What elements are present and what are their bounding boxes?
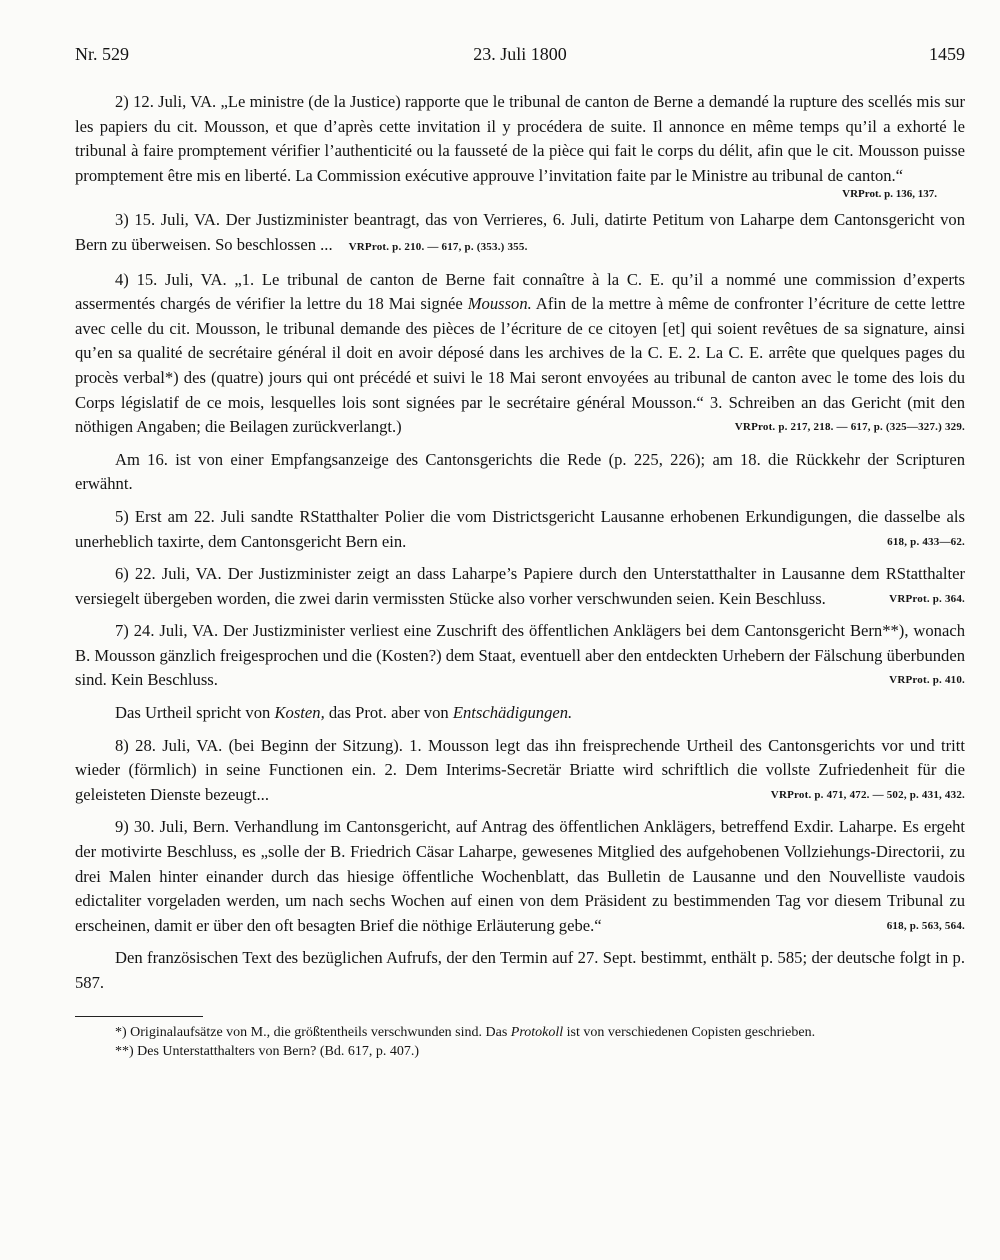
footnote-divider — [75, 1016, 203, 1017]
note-urtheil-italic-b: Entschädigungen. — [452, 703, 573, 723]
footnote-1-text-b: ist von verschiedenen Copisten geschrieben. — [563, 1024, 816, 1040]
header-date: 23. Juli 1800 — [473, 44, 567, 64]
entry-9-text: 9) 30. Juli, Bern. Verhandlung im Cantonsgericht, auf Antrag des öffentlichen Anklägers, betreffend Exdir. Laharpe. Es ergeht der motivirte Beschluss, es „solle der B. Friedrich Cäsar Laharpe, gewesenes Mitglied des aufgehobenen Vollziehungs-Directorii, zu drei Malen hinter einander durch das hiesige öffentliche Wochenblatt, das Bulletin de Lausanne und den Nouvelliste vaudois edictaliter vorgeladen werden, um nach sechs Wochen auf einen von dem Präsident zu bestimmenden Tag vor diesem Tribunal zu erscheinen, damit er über den oft besagten Brief die nöthige Erläuterung gebe.“ — [75, 817, 965, 935]
entry-5-text: 5) Erst am 22. Juli sandte RStatthalter Polier die vom Districtsgericht Lausanne erhobenen Erkundigungen, die dasselbe als unerheblich taxirte, dem Cantonsgericht Bern ein. — [75, 506, 965, 551]
entry-4 — [75, 268, 965, 440]
entry-6-reference: VRProt. p. 364. — [889, 592, 965, 605]
page-number: 1459 — [929, 44, 965, 64]
entry-5 — [75, 505, 965, 554]
note-am-16: Am 16. ist von einer Empfangsanzeige des Cantonsgerichts die Rede (p. 225, 226); am 18. die Rückkehr der Scripturen erwähnt. — [75, 449, 965, 494]
entry-6 — [75, 562, 965, 611]
document-number: Nr. 529 — [75, 44, 129, 64]
entry-3-reference: VRProt. p. 210. — 617, p. (353.) 355. — [348, 240, 528, 253]
page — [75, 44, 965, 1061]
document-body — [75, 90, 965, 1061]
entry-5-reference: 618, p. 433—62. — [887, 535, 965, 548]
entry-4-italic: Mousson. — [467, 294, 532, 314]
note-urtheil-text-a: Das Urtheil spricht von — [115, 703, 275, 723]
footnote-2: **) Des Unterstatthalters von Bern? (Bd. 617, p. 407.) — [115, 1043, 420, 1059]
entry-2-reference: VRProt. p. 136, 137. — [842, 188, 937, 201]
entry-4-text-a: 4) 15. Juli, VA. „1. Le tribunal de canton de Berne fait connaître à la C. E. qu’il a nommé une commission d’experts assermentés chargés de vérifier la lettre du 18 Mai signée — [75, 269, 965, 314]
closing-note: Den französischen Text des bezüglichen Aufrufs, der den Termin auf 27. Sept. bestimmt, enthält p. 585; der deutsche folgt in p. 587. — [75, 948, 965, 992]
note-urtheil — [75, 701, 965, 726]
entry-9 — [75, 815, 965, 938]
footnote-1 — [75, 1023, 965, 1042]
entry-7-reference: VRProt. p. 410. — [889, 674, 965, 687]
footnote-1-italic: Protokoll — [510, 1024, 564, 1040]
entry-4-text-b: Afin de la mettre à même de confronter l’écriture de cette lettre avec celle du cit. Mousson, le tribunal demande des pièces de l’écriture de ce citoyen [et] qui soient revêtues de sa signature, ainsi qu’en sa qualité de secrétaire général il doit en avoir déposé dans les archives de la C. E. 2. La C. E. arrête que quelques pages du procès verbal*) des (quatre) jours qui ont précédé et suivi le 18 Mai seront envoyées au tribunal de canton avec le tome des lois du Corps législatif de ce mois, lesquelles lois sont signées par le secrétaire général Mousson.“ 3. Schreiben an das Gericht (mit den nöthigen Angaben; die Beilagen zurückverlangt.) — [75, 294, 965, 437]
entry-3-text: 3) 15. Juli, VA. Der Justizminister beantragt, das von Verrieres, 6. Juli, datirte Petitum von Laharpe dem Cantonsgericht von Bern zu überweisen. So beschlossen ... — [75, 210, 965, 254]
entry-9-reference: 618, p. 563, 564. — [886, 919, 965, 932]
entry-6-text: 6) 22. Juli, VA. Der Justizminister zeigt an dass Laharpe’s Papiere durch den Unterstatthalter in Lausanne dem RStatthalter versiegelt übergeben worden, die zwei darin vermissten Stücke also vorher verschwunden seien. Kein Beschluss. — [75, 564, 965, 608]
running-header — [75, 44, 965, 74]
entry-8-text: 8) 28. Juli, VA. (bei Beginn der Sitzung). 1. Mousson legt das ihn freisprechende Urtheil des Cantonsgerichts vor und tritt wieder (förmlich) in seine Functionen ein. 2. Dem Interims-Secretär Briatte wird schriftlich die vollste Zufriedenheit für die geleisteten Dienste bezeugt... — [75, 735, 965, 804]
note-urtheil-italic-a: Kosten, — [274, 703, 325, 723]
entry-7 — [75, 619, 965, 693]
entry-4-reference: VRProt. p. 217, 218. — 617, p. (325—327.) 329. — [734, 421, 965, 434]
entry-3 — [75, 208, 965, 259]
entry-2: 2) 12. Juli, VA. „Le ministre (de la Justice) rapporte que le tribunal de canton de Berne a demandé la rupture des scellés mis sur les papiers du cit. Mousson, et que d’après cette invitation il y procédera de suite. Il annonce en même temps qu’il a exhorté le tribunal à faire promptement vérifier l’authenticité ou la fausseté de la pièce qui fait le corps du délit, afin que le cit. Mousson puisse promptement être mis en liberté. La Commission exécutive approuve l’invitation faite par le Ministre au tribunal de canton.“ — [75, 92, 965, 185]
entry-8-reference: VRProt. p. 471, 472. — 502, p. 431, 432. — [770, 788, 965, 801]
note-urtheil-text-b: das Prot. aber von — [324, 703, 453, 723]
entry-8 — [75, 734, 965, 808]
footnote-1-text-a: *) Originalaufsätze von M., die größtentheils verschwunden sind. Das — [115, 1024, 511, 1040]
entry-7-text: 7) 24. Juli, VA. Der Justizminister verliest eine Zuschrift des öffentlichen Anklägers bei dem Cantonsgericht Bern**), wonach B. Mousson gänzlich freigesprochen und die (Kosten?) dem Staat, eventuell aber den entdeckten Urhebern der Fälschung überbunden sind. Kein Beschluss. — [75, 621, 965, 690]
